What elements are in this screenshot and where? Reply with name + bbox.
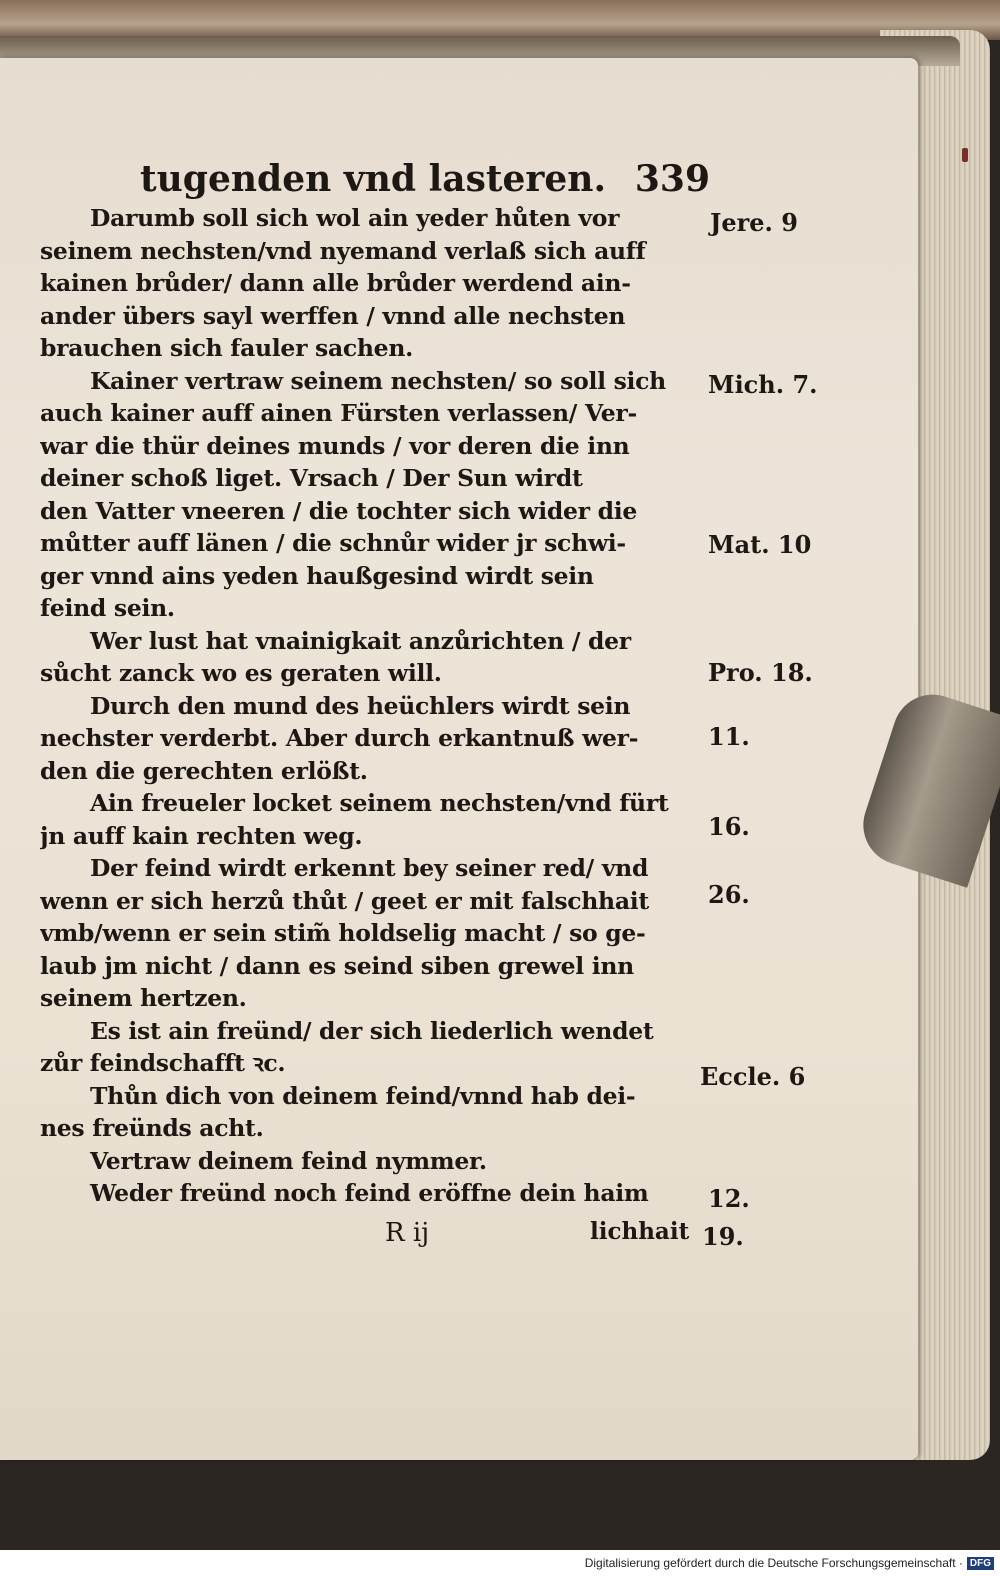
- text-line: feind sein.: [40, 594, 175, 622]
- margin-note: 11.: [708, 722, 750, 751]
- text-line: seinem nechsten/vnd nyemand verlaß sich auff: [40, 236, 646, 265]
- margin-note: 26.: [708, 880, 750, 909]
- text-line: seinem hertzen.: [40, 984, 247, 1012]
- text-line: laub jm nicht / dann es seind siben grewel inn: [40, 951, 634, 980]
- page-number: 339: [634, 158, 710, 200]
- text-line: zůr feindschafft ꝛc.: [40, 1049, 286, 1077]
- text-line: můtter auff länen / die schnůr wider jr schwi-: [40, 529, 626, 557]
- text-line: Kainer vertraw seinem nechsten/ so soll sich: [90, 366, 666, 395]
- text-line: auch kainer auff ainen Fürsten verlassen/ Ver-: [40, 399, 637, 427]
- text-line: Durch den mund des heüchlers wirdt sein: [90, 691, 631, 720]
- footer-text: Digitalisierung gefördert durch die Deutsche Forschungsgemeinschaft ·: [584, 1556, 963, 1570]
- text-line: sůcht zanck wo es geraten will.: [40, 659, 442, 687]
- signature-mark: R ij: [385, 1218, 430, 1248]
- margin-note: 16.: [708, 812, 750, 841]
- footer-bar: [0, 1550, 1000, 1576]
- margin-note: Mat. 10: [708, 530, 812, 559]
- text-line: Wer lust hat vnainigkait anzůrichten / der: [90, 626, 631, 655]
- text-line: war die thür deines munds / vor deren die inn: [40, 431, 630, 460]
- margin-note: 19.: [702, 1222, 744, 1251]
- catchword: lichhait: [590, 1218, 690, 1245]
- text-line: Der feind wirdt erkennt bey seiner red/ vnd: [90, 854, 649, 882]
- text-line: ger vnnd ains yeden haußgesind wirdt sein: [40, 561, 594, 590]
- margin-note: Jere. 9: [710, 208, 798, 237]
- text-line: ander übers sayl werffen / vnnd alle nechsten: [40, 301, 626, 330]
- text-line: kainen brůder/ dann alle brůder werdend ain-: [40, 269, 631, 297]
- text-line: Thůn dich von deinem feind/vnnd hab dei-: [90, 1081, 636, 1110]
- text-line: den die gerechten erlößt.: [40, 756, 368, 785]
- text-line: deiner schoß liget. Vrsach / Der Sun wirdt: [40, 464, 583, 492]
- header-title: tugenden vnd lasteren.: [140, 158, 607, 200]
- text-line: Darumb soll sich wol ain yeder hůten vor: [90, 204, 620, 232]
- margin-note: Pro. 18.: [708, 658, 813, 687]
- text-line: Ain freueler locket seinem nechsten/vnd fürt: [90, 789, 669, 817]
- text-line: jn auff kain rechten weg.: [40, 821, 363, 850]
- text-line: nes freünds acht.: [40, 1114, 264, 1142]
- text-line: Vertraw deinem feind nymmer.: [90, 1146, 487, 1175]
- margin-note: 12.: [708, 1184, 750, 1213]
- text-line: nechster verderbt. Aber durch erkantnuß wer-: [40, 724, 639, 752]
- text-line: den Vatter vneeren / die tochter sich wider die: [40, 496, 638, 525]
- dfg-logo: DFG: [967, 1557, 994, 1570]
- text-line: brauchen sich fauler sachen.: [40, 334, 414, 362]
- text-line: vmb/wenn er sein stim̃ holdselig macht / so ge-: [40, 919, 646, 947]
- margin-note: Eccle. 6: [700, 1062, 806, 1091]
- text-line: Es ist ain freünd/ der sich liederlich wendet: [90, 1016, 654, 1045]
- text-line: Weder freünd noch feind eröffne dein haim: [90, 1179, 649, 1207]
- page-edge-mark: [962, 148, 968, 162]
- book-top-edge: [0, 0, 1000, 40]
- margin-note: Mich. 7.: [708, 370, 818, 399]
- body-text: [40, 202, 705, 1210]
- text-line: wenn er sich herzů thůt / geet er mit falschhait: [40, 886, 649, 915]
